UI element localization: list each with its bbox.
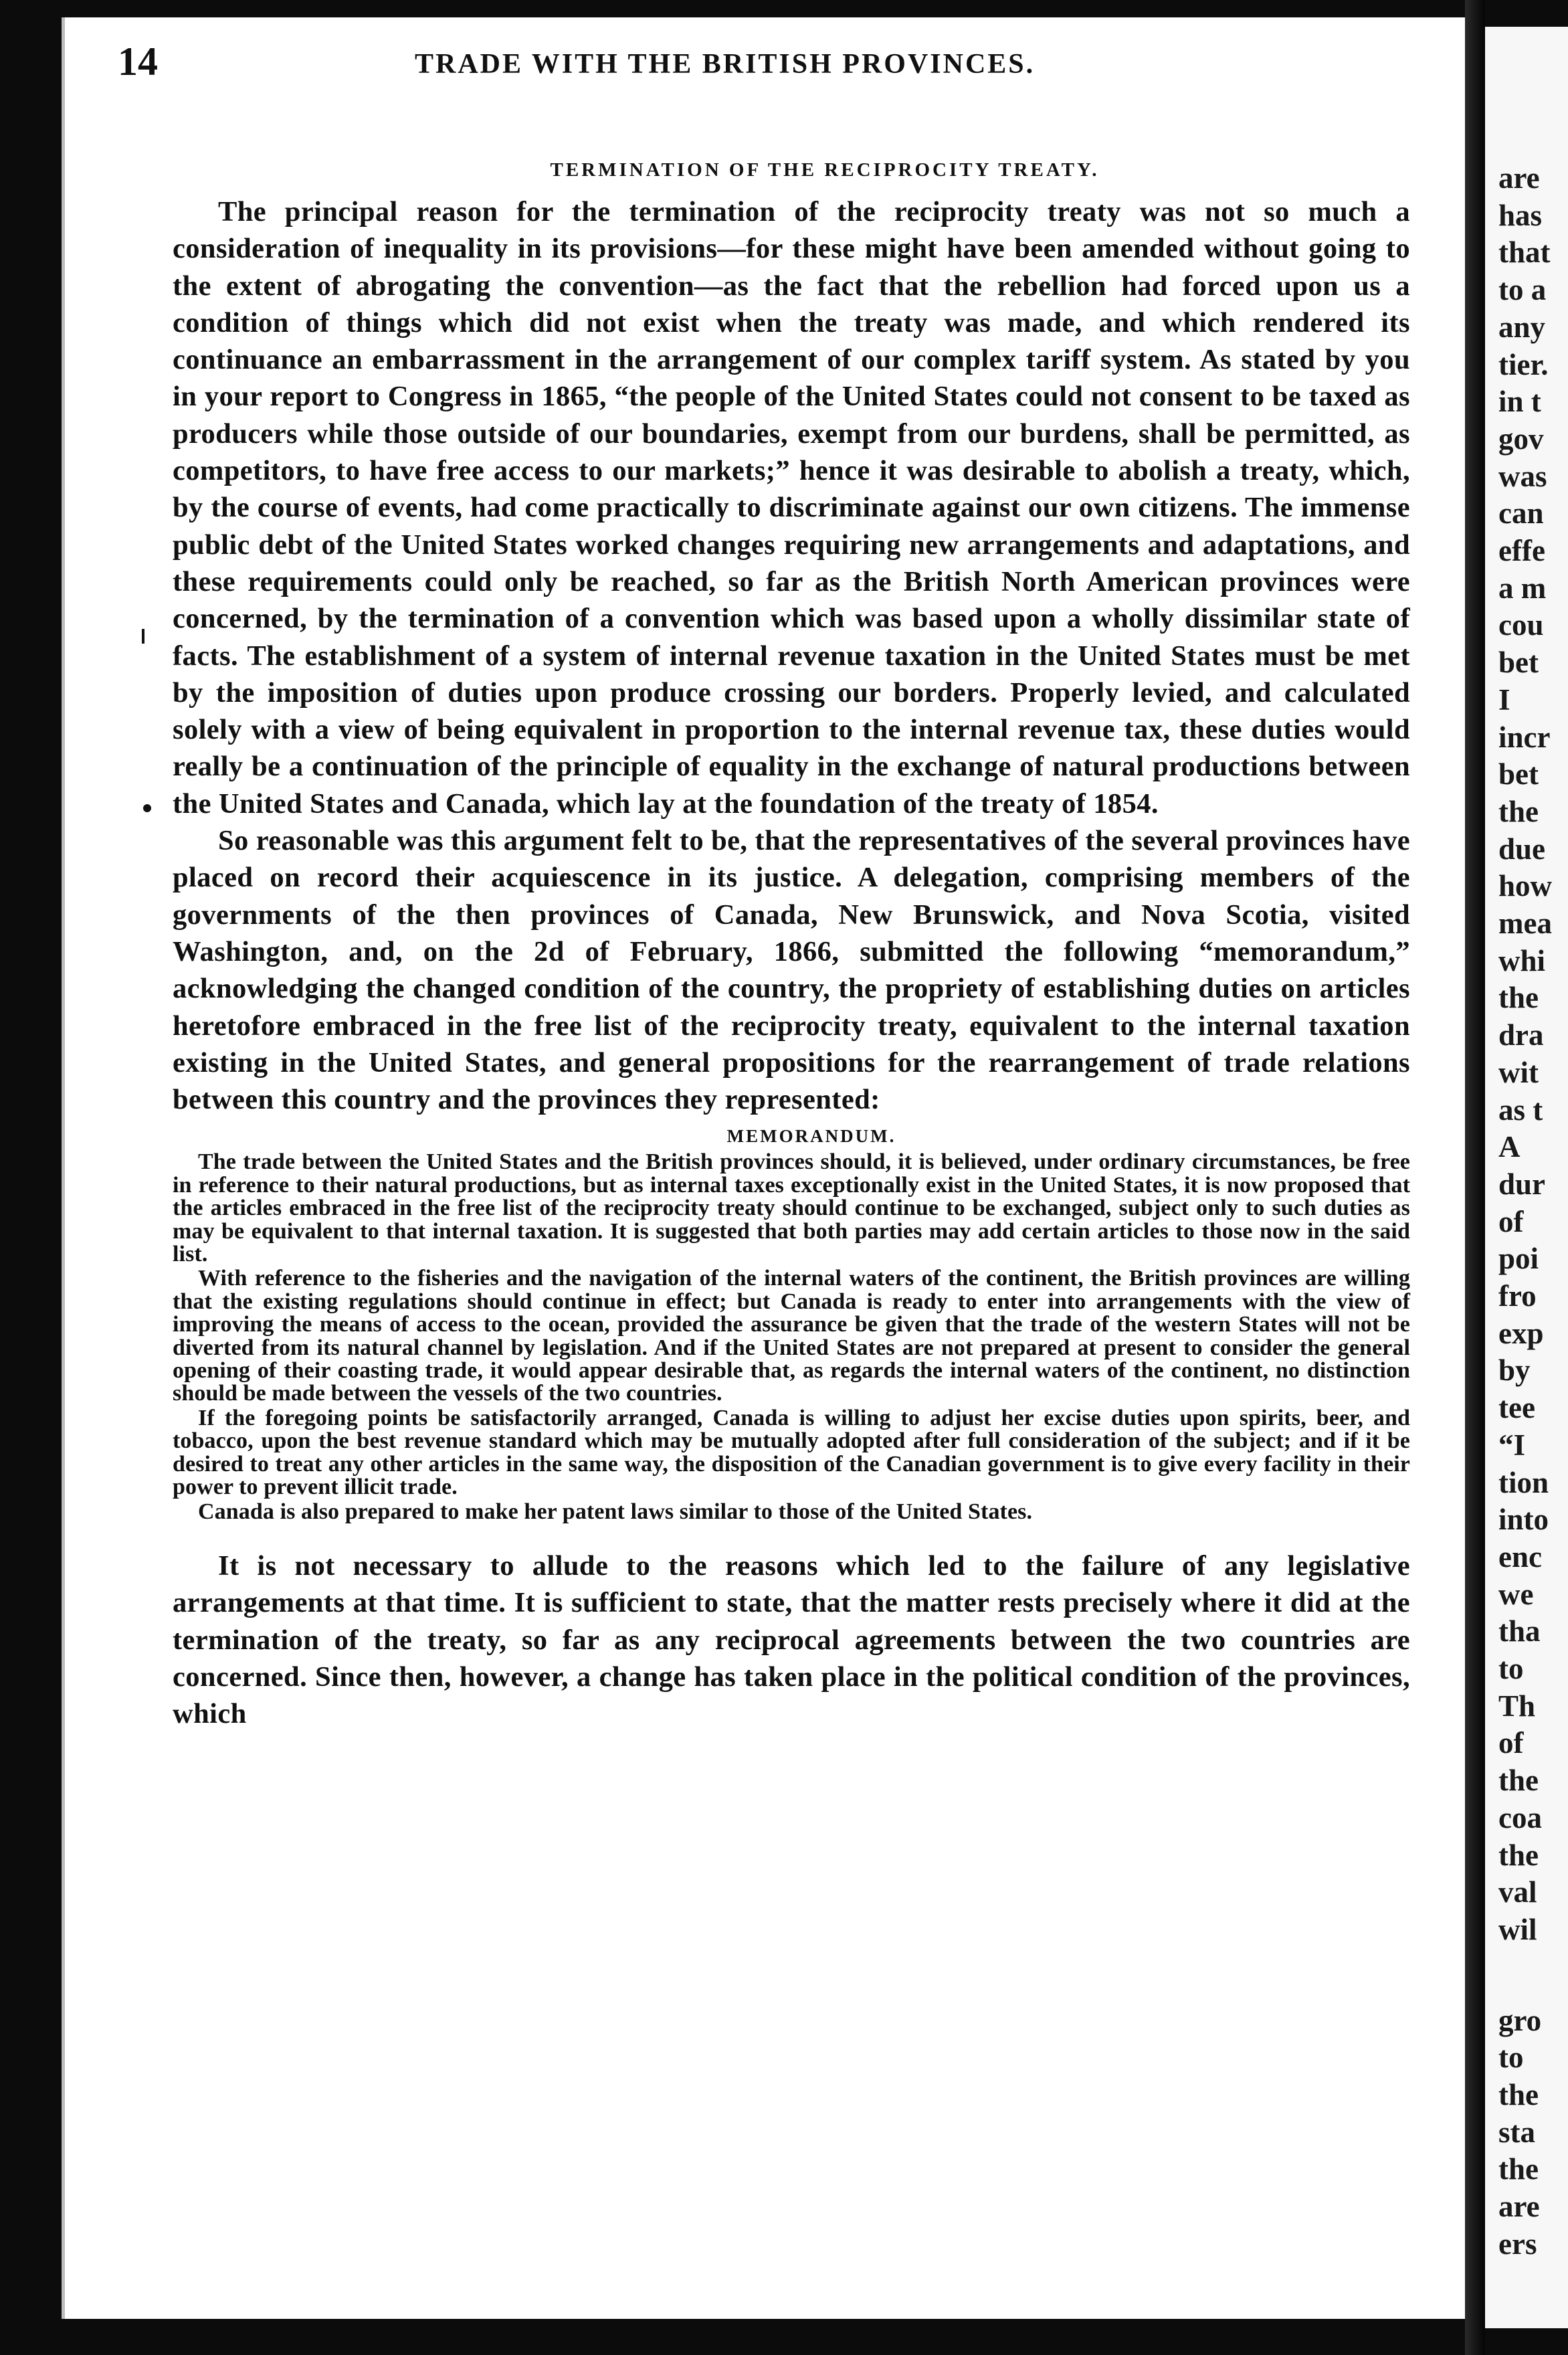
facing-page-line-fragment: tee (1498, 1391, 1535, 1425)
memorandum-paragraph: The trade between the United States and the British provinces should, it is believed, under ordinary circumstances, be free in reference to their natural productions, but as internal taxes exceptionally exist in the United States, it is now proposed that the articles embraced in the free list of the reciprocity treaty should continue to be exchanged, subject only to such duties as may be equivalent to that internal taxation. It is suggested that both parties may add certain articles to those now in the said list. (173, 1149, 1410, 1267)
facing-page-line-fragment: due (1498, 832, 1546, 866)
facing-page-line-fragment: ers (1498, 2227, 1537, 2261)
facing-page-line-fragment: fro (1498, 1279, 1537, 1313)
margin-tick-mark (142, 629, 144, 644)
facing-page-line-fragment: gro (1498, 2003, 1542, 2037)
facing-page-line-fragment: tha (1498, 1614, 1541, 1648)
facing-page-line-fragment: mea (1498, 907, 1552, 940)
memorandum-paragraph: With reference to the fisheries and the navigation of the internal waters of the continent, the British provinces are willing that the existing regulations should continue in effect; but Canada is ready to enter into arrangements with the view of improving the means of access to the ocean, provided the assurance be given that the trade of the western States will not be diverted from its natural channel by legislation. And if the United States are not prepared at present to consider the general opening of their coasting trade, it would appear desirable that, as regards the internal waters of the continent, no distinction should be made between the vessels of the two countries. (173, 1266, 1410, 1406)
facing-page-line-fragment: to (1498, 1652, 1524, 1685)
running-head (118, 39, 1208, 92)
facing-page-line-fragment: effe (1498, 534, 1545, 567)
facing-page-line-fragment: to a (1498, 273, 1547, 307)
facing-page-line-fragment: A (1498, 1130, 1521, 1164)
facing-page-line-fragment: the (1498, 981, 1539, 1015)
facing-page-line-fragment: was (1498, 459, 1547, 493)
facing-page-line-fragment: whi (1498, 943, 1546, 977)
facing-page-line-fragment: the (1498, 1764, 1539, 1798)
body-paragraph: The principal reason for the termination of the reciprocity treaty was not so much a consideration of inequality in its provisions—for these might have been amended without going to the extent of abrogating the convention—as the fact that the rebellion had forced upon us a condition of things which did not exist when the treaty was made, and which rendered its continuance an embarrassment in the arrangement of our complex tariff system. As stated by you in your report to Congress in 1865, “the people of the United States could not consent to be taxed as producers while those outside of our boundaries, exempt from our burdens, shall be permitted, as competitors, to have free access to our markets;” hence it was desirable to abolish a treaty, which, by the course of events, had come practically to discriminate against our own citizens. The immense public debt of the United States worked changes requiring new arrangements and adaptations, and these requirements could only be reached, so far as the British North American provinces were concerned, by the termination of a convention which was based upon a wholly dissimilar state of facts. The establishment of a system of internal revenue taxation in the United States must be met by the imposition of duties upon produce crossing our borders. Properly levied, and calculated solely with a view of being equivalent in proportion to the internal revenue tax, these duties would really be a continuation of the principle of equality in the exchange of natural productions between the United States and Canada, which lay at the foundation of the treaty of 1854. (173, 196, 1410, 820)
facing-page-line-fragment: by (1498, 1353, 1531, 1388)
facing-page-line-fragment: gov (1498, 421, 1544, 456)
facing-page-line-fragment: of (1498, 1204, 1524, 1238)
facing-page-line-fragment: of (1498, 1726, 1524, 1760)
facing-page-line-fragment: the (1498, 2152, 1539, 2186)
running-title: TRADE WITH THE BRITISH PROVINCES. (415, 49, 1036, 80)
facing-page-line-fragment: tion (1498, 1465, 1549, 1499)
facing-page-line-fragment: incr (1498, 720, 1551, 754)
facing-page-line-fragment: “I (1498, 1428, 1526, 1462)
facing-page-line-fragment: enc (1498, 1539, 1542, 1574)
facing-page-line-fragment: that (1498, 236, 1551, 270)
memorandum-paragraph: Canada is also prepared to make her patent laws similar to those of the United States. (198, 1499, 1033, 1524)
facing-page-line-fragment: I (1498, 682, 1510, 717)
memorandum-paragraph: If the foregoing points be satisfactorily arranged, Canada is willing to adjust her excise duties upon spirits, beer, and tobacco, upon the best revenue standard which may be mutually adopted after full consideration of the subject; and if it be desired to treat any other articles in the same way, the disposition of the Canadian government is to give every facility in their power to prevent illicit trade. (173, 1405, 1410, 1500)
facing-page-line-fragment: the (1498, 1838, 1539, 1872)
body-paragraph: So reasonable was this argument felt to be, that the representatives of the several provinces have placed on record their acquiescence in its justice. A delegation, comprising members of the governments of the then provinces of Canada, New Brunswick, and Nova Scotia, visited Washington, and, on the 2d of February, 1866, submitted the following “memorandum,” acknowledging the changed condition of the country, the propriety of establishing duties on articles heretofore embraced in the free list of the reciprocity treaty, equivalent to the internal taxation existing in the United States, and general propositions for the rearrangement of trade relations between this country and the provinces they represented: (173, 825, 1410, 1116)
facing-page-line-fragment: has (1498, 198, 1543, 232)
facing-page-line-fragment: tier. (1498, 347, 1549, 381)
facing-page-line-fragment: as t (1498, 1093, 1543, 1127)
facing-page-line-fragment: sta (1498, 2115, 1535, 2149)
facing-page-line-fragment: a m (1498, 571, 1547, 605)
facing-page-line-fragment: are (1498, 161, 1540, 195)
book-gutter (1465, 0, 1485, 2355)
facing-page-line-fragment: exp (1498, 1316, 1544, 1350)
facing-page-line-fragment: in t (1498, 385, 1541, 419)
memorandum-heading: MEMORANDUM. (726, 1126, 896, 1147)
facing-page-line-fragment: bet (1498, 757, 1539, 791)
facing-page-line-fragment: Th (1498, 1689, 1536, 1723)
facing-page-line-fragment: val (1498, 1875, 1537, 1909)
facing-page-line-fragment: bet (1498, 646, 1539, 680)
facing-page-line-fragment: any (1498, 310, 1546, 344)
facing-page-line-fragment: cou (1498, 608, 1544, 642)
facing-page-line-fragment: wit (1498, 1055, 1539, 1089)
section-heading: TERMINATION OF THE RECIPROCITY TREATY. (550, 159, 1100, 181)
facing-page-line-fragment: poi (1498, 1242, 1539, 1276)
facing-page-edge (1485, 27, 1568, 2328)
facing-page-line-fragment: we (1498, 1577, 1534, 1611)
facing-page-line-fragment: into (1498, 1503, 1549, 1537)
closing-paragraph: It is not necessary to allude to the reasons which led to the failure of any legislative arrangements at that time. It is sufficient to state, that the matter rests precisely where it did at the termination of the treaty, so far as any reciprocal agreements between the two countries are concerned. Since then, however, a change has taken place in the political condition of the provinces, which (173, 1549, 1410, 1730)
facing-page-line-fragment: are (1498, 2190, 1540, 2224)
facing-page-line-fragment: the (1498, 794, 1539, 828)
facing-page-line-fragment: to (1498, 2041, 1524, 2075)
page-number: 14 (118, 39, 158, 84)
facing-page-line-fragment: dra (1498, 1018, 1544, 1052)
facing-page-line-fragment: can (1498, 496, 1544, 531)
facing-page-line-fragment: dur (1498, 1167, 1546, 1201)
main-text-column (173, 159, 1410, 1732)
facing-page-line-fragment: wil (1498, 1912, 1537, 1946)
margin-bullet-mark (143, 804, 151, 812)
facing-page-line-fragment: how (1498, 869, 1553, 903)
facing-page-line-fragment: the (1498, 2078, 1539, 2111)
facing-page-line-fragment: coa (1498, 1800, 1542, 1834)
